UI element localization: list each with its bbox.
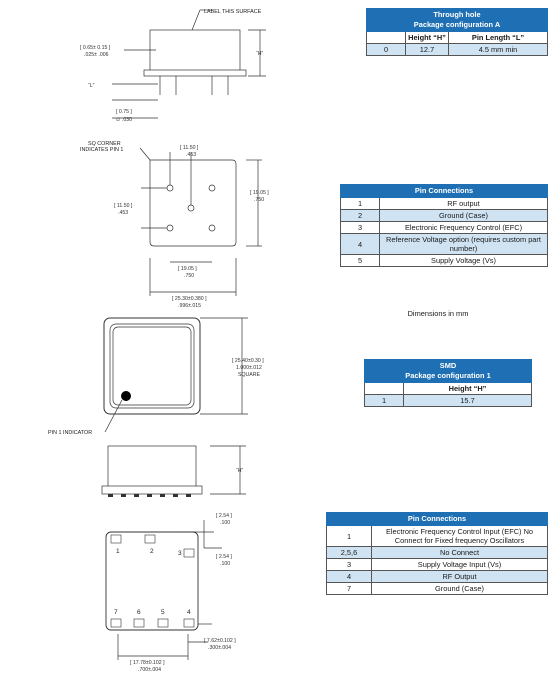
pin-a-func: Reference Voltage option (requires custom part number) [380, 234, 548, 255]
pin-smd-num: 4 [327, 571, 372, 583]
pin-a-func: Ground (Case) [380, 210, 548, 222]
pin-a-func: Supply Voltage (Vs) [380, 255, 548, 267]
label-surface-note: LABEL THIS SURFACE [204, 9, 262, 15]
smd-header-height: Height “H” [404, 383, 532, 395]
through-hole-title: Through hole Package configuration A [367, 9, 548, 32]
th-base-side [144, 70, 246, 76]
pin-smd-func: Electronic Frequency Control Input (EFC) No Connect for Fixed frequency Oscillators [372, 526, 548, 547]
smd-pad-7 [111, 619, 121, 627]
sq-corner-note-2: INDICATES PIN 1 [80, 147, 124, 153]
smd-pad-2 [145, 535, 155, 543]
smd-body-side [108, 446, 196, 488]
square-dim: [ 25.40±0.30 ] [232, 358, 264, 364]
pad-pitch-dim-b: [ 2.54 ] [216, 554, 232, 560]
pin-smd-func: RF Output [372, 571, 548, 583]
right-span-dim-in: .750 [254, 197, 265, 203]
right-span-dim: [ 19.05 ] [250, 190, 269, 196]
smd-height-label: “H” [236, 468, 244, 474]
pin-diameter-dim: [ 0.65± 0.15 ] [80, 45, 111, 51]
th-header-pin-length: Pin Length “L” [449, 32, 548, 44]
top-pitch-dim: [ 11.50 ] [180, 145, 199, 151]
pin-smd-func: No Connect [372, 547, 548, 559]
pin-a-func: Electronic Frequency Control (EFC) [380, 222, 548, 234]
th-row-height: 12.7 [406, 44, 449, 56]
bottom-span-dim-in: .750 [184, 273, 195, 279]
smd-pin-label-3: 3 [178, 550, 182, 557]
th-row-config: 0 [367, 44, 406, 56]
smd-header-blank [365, 383, 404, 395]
th-body-top [150, 160, 236, 246]
pin-a-num: 3 [341, 222, 380, 234]
smd-pad-5 [158, 619, 168, 627]
pad-span-dim-d: [ 17.78±0.102 ] [130, 660, 165, 666]
bottom-span-dim: [ 19.05 ] [178, 266, 197, 272]
smd-title: SMD Package configuration 1 [365, 360, 532, 383]
overall-dim: [ 25.30±0.380 ] [172, 296, 207, 302]
pin-smd-num: 3 [327, 559, 372, 571]
pad-span-dim-d-in: .700±.004 [138, 667, 162, 673]
pin-connections-a-table [340, 184, 548, 267]
pin-a-num: 5 [341, 255, 380, 267]
pin-smd-func: Supply Voltage Input (Vs) [372, 559, 548, 571]
pin-diameter-dim-in: .025± .006 [84, 52, 109, 58]
pin-smd-num: 7 [327, 583, 372, 595]
th-header-blank [367, 32, 406, 44]
through-hole-table [366, 8, 548, 56]
left-pitch-dim: [ 11.50 ] [114, 203, 133, 209]
smd-pin-label-6: 6 [137, 609, 141, 616]
pin-connections-smd-title: Pin Connections [327, 513, 548, 526]
overall-dim-in: .996±.015 [178, 303, 202, 309]
smd-row-config: 1 [365, 395, 404, 407]
smd-row-height: 15.7 [404, 395, 532, 407]
smd-pin-label-1: 1 [116, 548, 120, 555]
pad-pitch-dim-b-in: .100 [220, 561, 231, 567]
smd-pad-1 [111, 535, 121, 543]
top-pitch-dim-in: .453 [186, 152, 197, 158]
smd-pad-3 [184, 549, 194, 557]
pin-connections-smd-table [326, 512, 548, 595]
smd-pad-6 [134, 619, 144, 627]
pad-pitch-dim-a: [ 2.54 ] [216, 513, 232, 519]
pad-span-dim-c-in: .300±.004 [208, 645, 232, 651]
th-body-side [150, 30, 240, 74]
pin-a-num: 4 [341, 234, 380, 255]
left-pitch-dim-in: .453 [118, 210, 129, 216]
dimensions-note: Dimensions in mm [407, 309, 469, 318]
th-pin-length-label: “L” [88, 83, 95, 89]
square-word: SQUARE [238, 372, 260, 378]
th-header-height: Height “H” [406, 32, 449, 44]
pin-a-func: RF output [380, 198, 548, 210]
smd-pin-label-7: 7 [114, 609, 118, 616]
pin-smd-func: Ground (Case) [372, 583, 548, 595]
sq-corner-note: SQ CORNER [88, 141, 121, 147]
smd-pin-label-2: 2 [150, 548, 154, 555]
smd-pin-label-5: 5 [161, 609, 165, 616]
pin-smd-num: 2,5,6 [327, 547, 372, 559]
standoff-dim: [ 0.75 ] [116, 109, 132, 115]
pad-span-dim-c: [ 7.62±0.102 ] [204, 638, 236, 644]
smd-pin-label-4: 4 [187, 609, 191, 616]
smd-pad-4 [184, 619, 194, 627]
pad-pitch-dim-a-in: .100 [220, 520, 231, 526]
pin-a-num: 1 [341, 198, 380, 210]
smd-table [364, 359, 532, 407]
pin-smd-num: 1 [327, 526, 372, 547]
square-dim-in: 1.000±.012 [236, 365, 262, 371]
th-row-pin-length: 4.5 mm min [449, 44, 548, 56]
pin-connections-a-title: Pin Connections [341, 185, 548, 198]
smd-body-bottom [106, 532, 198, 630]
standoff-dim-in: ∅ .030 [116, 117, 133, 123]
pin-a-num: 2 [341, 210, 380, 222]
th-height-label: “H” [256, 51, 264, 57]
smd-base-side [102, 486, 202, 494]
pin1-indicator-dot [121, 391, 131, 401]
pin1-indicator-label: PIN 1 INDICATOR [48, 430, 93, 436]
